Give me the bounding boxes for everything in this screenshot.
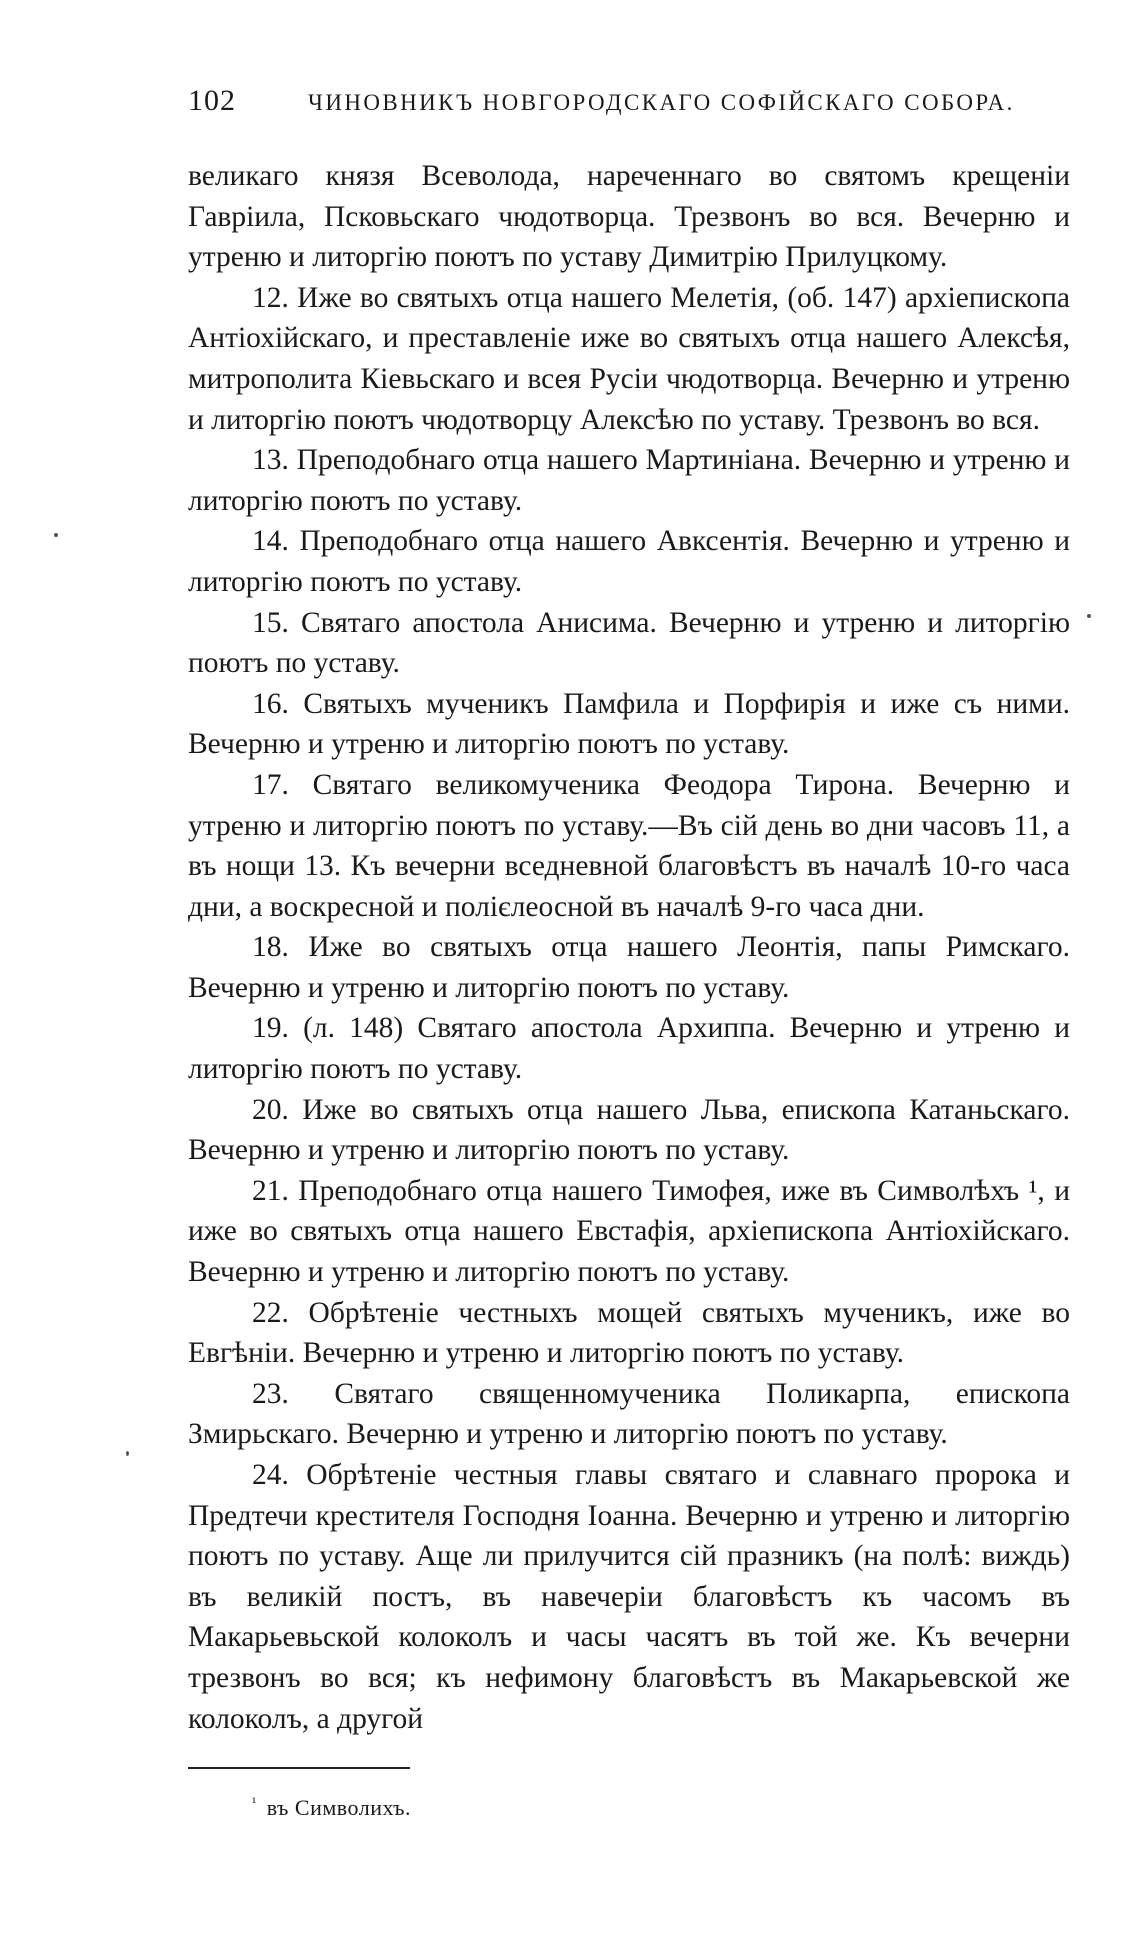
paragraph-entry-16: 16. Святыхъ мученикъ Памфила и Порфирія и иже съ ними. Вечерню и утреню и литоргію поютъ по уставу. bbox=[188, 687, 1070, 761]
print-speck-lower bbox=[126, 1451, 129, 1456]
footnote bbox=[252, 1795, 1070, 1821]
print-speck-left bbox=[54, 533, 58, 537]
paragraph-entry-12: 12. Иже во святыхъ отца нашего Мелетія, (об. 147) архіепископа Антіохійскаго, и преставленіе иже во святыхъ отца нашего Алексѣя, митрополита Кіевьскаго и всея Русіи чюдотворца. Вечерню и утреню и литоргію поютъ чюдотворцу Алексѣю по уставу. Трезвонъ во вся. bbox=[188, 281, 1070, 436]
book-page bbox=[188, 84, 1070, 1821]
paragraph-entry-24: 24. Обрѣтеніе честныя главы святаго и славнаго пророка и Предтечи крестителя Господня Іоанна. Вечерню и утреню и литоргію поютъ по уставу. Аще ли прилучится сій празникъ (на полѣ: виждь) въ великій постъ, въ навечеріи благовѣстъ къ часомъ въ Макарьевьской колоколъ и часы часятъ въ той же. Къ вечерни трезвонъ во вся; къ нефимону благовѣстъ въ Макарьевской же колоколъ, а другой bbox=[188, 1459, 1070, 1735]
paragraph-entry-23: 23. Святаго священномученика Поликарпа, епископа Змирьскаго. Вечерню и утреню и литоргію поютъ по уставу. bbox=[188, 1377, 1070, 1451]
page-number: 102 bbox=[188, 84, 236, 117]
footnote-divider bbox=[188, 1767, 410, 1769]
running-title: ЧИНОВНИКЪ НОВГОРОДСКАГО СОФІЙСКАГО СОБОРА. bbox=[308, 90, 1015, 115]
print-speck-right bbox=[1087, 614, 1091, 618]
paragraph-entry-19: 19. (л. 148) Святаго апостола Архиппа. Вечерню и утреню и литоргію поютъ по уставу. bbox=[188, 1012, 1070, 1086]
main-text bbox=[188, 156, 1070, 1739]
paragraph-entry-13: 13. Преподобнаго отца нашего Мартиніана. Вечерню и утреню и литоргію поютъ по уставу. bbox=[188, 444, 1070, 517]
paragraph-entry-18: 18. Иже во святыхъ отца нашего Леонтія, папы Римскаго. Вечерню и утреню и литоргію поютъ по уставу. bbox=[188, 931, 1070, 1004]
footnote-text: въ Символихъ. bbox=[266, 1795, 412, 1821]
paragraph-entry-15: 15. Святаго апостола Анисима. Вечерню и утреню и литоргію поютъ по уставу. bbox=[188, 606, 1070, 680]
paragraph-entry-20: 20. Иже во святыхъ отца нашего Льва, епископа Катаньскаго. Вечерню и утреню и литоргію поютъ по уставу. bbox=[188, 1093, 1070, 1167]
paragraph-entry-22: 22. Обрѣтеніе честныхъ мощей святыхъ мученикъ, иже во Евгѣніи. Вечерню и утреню и литоргію поютъ по уставу. bbox=[188, 1296, 1070, 1370]
footnote-marker: ¹ bbox=[252, 1796, 257, 1812]
paragraph-entry-14: 14. Преподобнаго отца нашего Авксентія. Вечерню и утреню и литоргію поютъ по уставу. bbox=[188, 525, 1070, 598]
paragraph-continuation: великаго князя Всеволода, нареченнаго во святомъ крещеніи Гавріила, Псковьскаго чюдотворца. Трезвонъ во вся. Вечерню и утреню и литоргію поютъ по уставу Димитрію Прилуцкому. bbox=[188, 160, 1070, 274]
page-header bbox=[188, 84, 1070, 144]
paragraph-entry-17: 17. Святаго великомученика Феодора Тирона. Вечерню и утреню и литоргію поютъ по уставу.—Въ сій день во дни часовъ 11, а въ нощи 13. Къ вечерни вседневной благовѣстъ въ началѣ 10-го часа дни, а воскресной и полієлеосной въ началѣ 9-го часа дни. bbox=[188, 768, 1070, 923]
paragraph-entry-21: 21. Преподобнаго отца нашего Тимофея, иже въ Символѣхъ ¹, и иже во святыхъ отца нашего Евстафія, архіепископа Антіохійскаго. Вечерню и утреню и литоргію поютъ по уставу. bbox=[188, 1174, 1070, 1289]
